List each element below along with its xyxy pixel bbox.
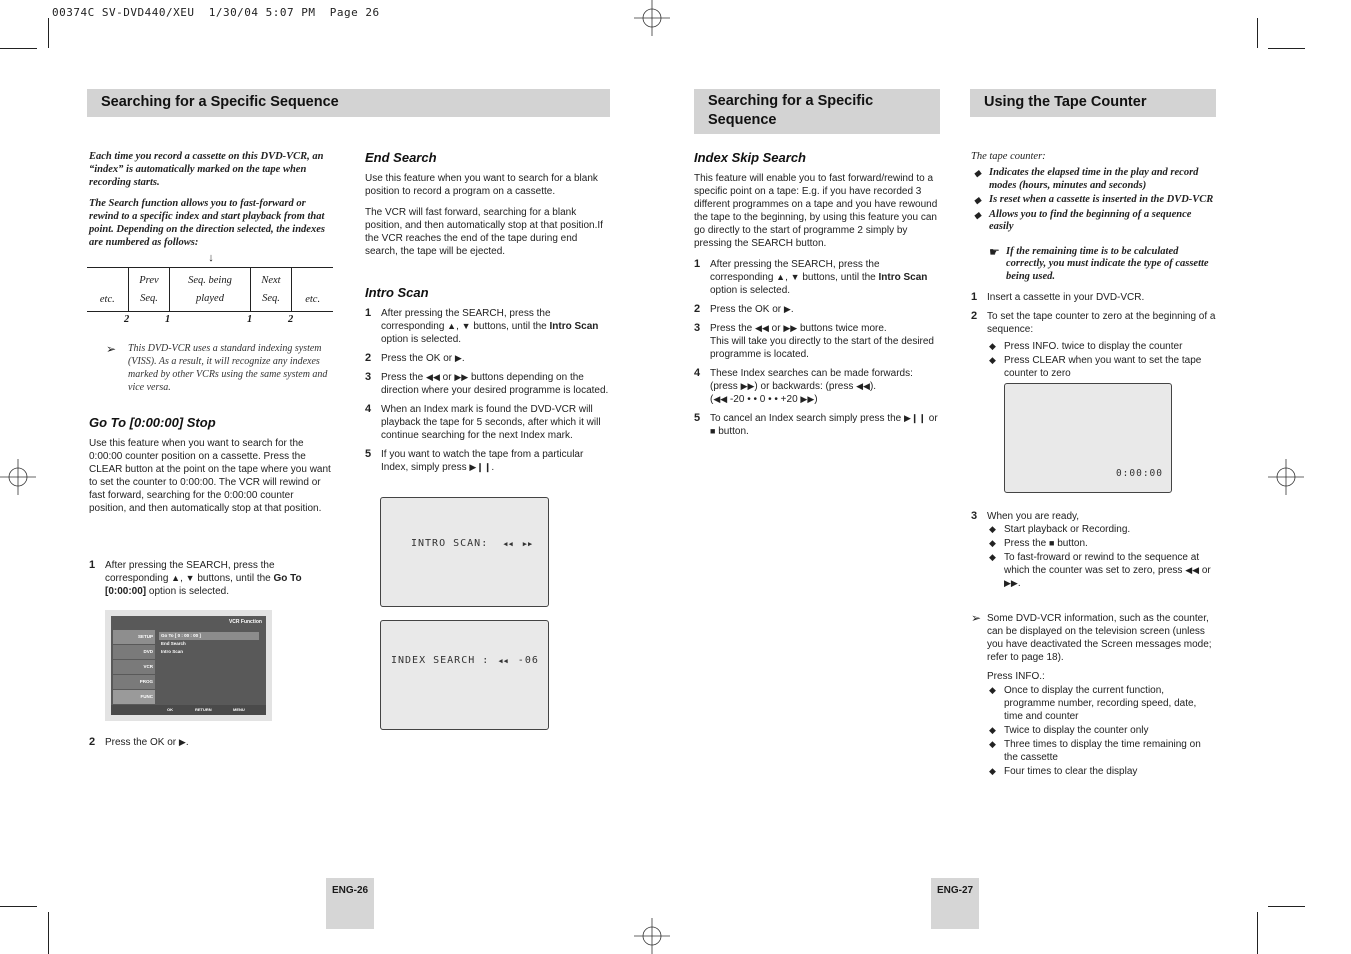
diamond-bullet-icon: ◆ [989,355,996,365]
bullet-text: Press INFO. twice to display the counter [1004,341,1183,352]
vcr-function-menu [105,610,272,721]
step-text-part: After pressing the SEARCH, press the corresponding [710,259,880,283]
index-number: 1 [247,314,253,325]
diamond-bullet-icon: ◆ [989,685,996,695]
registration-mark-icon [634,0,670,36]
print-slug: 00374C SV-DVD440/XEU 1/30/04 5:07 PM Page 26 [52,6,380,19]
crop-mark [1268,48,1305,49]
bullet-text: Indicates the elapsed time in the play and record modes (hours, minutes and seconds) [989,167,1199,191]
step-text-part: button. [718,426,749,437]
menu-item: End Search [161,641,186,646]
step-text: To set the tape counter to zero at the beginning of a sequence: [987,311,1216,335]
step-text-part: option is selected. [381,334,462,345]
screen-text: INDEX SEARCH : [391,655,490,666]
step-text: After pressing the SEARCH, press the corresponding ▲, ▼ buttons, until the Intro Scan option is selected. [381,308,599,345]
subsection-title: End Search [365,150,437,165]
body-text: Use this feature when you want to search for a blank position to record a program on a cassette. [365,173,598,197]
tape-counter-step-3 [971,510,1217,591]
play-pause-icon: ▶❙❙ [904,413,927,423]
left-column [89,150,333,251]
up-arrow-icon: ▲ [776,272,786,282]
bullet-text-part: To fast-froward or rewind to the sequence at which the counter was set to zero, press [1004,552,1200,576]
seq-cell: Next Seq. [250,268,292,312]
tape-counter-note [971,612,1217,779]
crop-mark [48,912,49,954]
step-text-part: This will take you directly to the start of the desired programme is located. [710,336,934,360]
note-arrow-icon: ➢ [971,611,982,625]
screen-text: INTRO SCAN: [411,538,489,549]
crop-mark [48,18,49,48]
diamond-bullet-icon: ◆ [974,209,981,220]
section-header: Using the Tape Counter [970,89,1216,117]
step-text-part: Press the OK or [710,304,782,315]
bullet-text: Allows you to find the beginning of a sequence easily [989,208,1192,232]
step-text-part: After pressing the SEARCH, press the corresponding [381,308,551,332]
step-text-part: (press [710,381,738,392]
pointing-hand-icon: ☛ [989,244,1000,259]
crop-mark [1257,912,1258,954]
step-text-part: Press the [710,323,753,334]
index-search-screen [380,620,549,730]
rewind-icon: ◀◀ [1185,565,1200,575]
seq-cell: etc. [305,294,321,305]
menu-side-item: SETUP [113,630,155,644]
bullet-text: Three times to display the time remaining on the cassette [1004,739,1201,763]
step-text-part: These Index searches can be made forwards: [710,368,913,379]
end-search-section [365,151,610,266]
step-number: 1 [694,258,701,270]
index-value: +20 [780,394,798,405]
index-number: 2 [124,314,130,325]
section-header: Searching for a Specific Sequence [694,89,940,134]
menu-side-item: FUNC [113,690,155,704]
page-number: ENG-26 [326,878,374,929]
bullet-text: Is reset when a cassette is inserted in the DVD-VCR [989,194,1214,205]
step-text-part: ). [869,381,877,392]
step-number: 2 [971,310,978,322]
index-skip-section [694,151,938,444]
menu-item: Intro Scan [161,649,184,654]
step-number: 4 [694,367,701,379]
step-text-part: buttons, until the [802,272,876,283]
step-number: 5 [365,448,372,460]
page-number: ENG-27 [931,878,979,929]
intro-paragraph: The Search function allows you to fast-forward or rewind to a specific index and start playback from that point. Depending on the direction selected, the indexes are numbered as follows: [89,198,325,248]
play-pause-icon: ▶❙❙ [469,462,492,472]
diamond-bullet-icon: ◆ [989,524,996,534]
bullet-text: To fast-froward or rewind to the sequence at which the counter was set to zero, press ◀◀ or ▶▶. [1004,552,1211,589]
stop-icon: ■ [1049,538,1055,548]
intro-paragraph: Each time you record a cassette on this DVD-VCR, an “index” is automatically marked on the tape when recording starts. [89,151,324,188]
index-number: 1 [165,314,171,325]
seq-cell: Prev Seq. [128,268,170,312]
index-value: -20 [729,394,745,405]
step-number: 4 [365,403,372,415]
step-text: These Index searches can be made forwards: (press ▶▶) or backwards: (press ◀◀). (◀◀ -20 • • 0 • • +20 ▶▶) [710,368,913,405]
up-arrow-icon: ▲ [171,573,181,583]
step-number: 2 [365,352,372,364]
diamond-bullet-icon: ◆ [974,195,981,205]
rewind-icon: ◀◀ [426,372,440,382]
note [106,342,332,394]
registration-mark-icon [0,459,36,495]
step-text: Press the OK or ▶. [381,353,465,364]
step-text-part: or [442,372,452,383]
up-arrow-icon: ▲ [447,321,457,331]
step-text-part: buttons, until the [197,573,271,584]
down-arrow-icon: ▼ [790,272,800,282]
step-number: 2 [694,303,701,315]
seq-cell: Seq. being played [188,274,232,304]
diamond-bullet-icon: ◆ [989,538,996,548]
step-text-part: or [771,323,781,334]
lead-text: The tape counter: [971,151,1046,162]
seq-cell: etc. [99,294,115,305]
section-header: Searching for a Specific Sequence [87,89,610,117]
stop-icon: ■ [710,426,716,436]
down-arrow-icon: ▼ [461,321,471,331]
step-number: 3 [971,510,978,522]
intro-scan-section [365,286,610,480]
subsection-title: Go To [0:00:00] Stop [89,415,216,430]
step-text-part: buttons, until the [473,321,547,332]
step-text-part: buttons depending on the direction where your desired programme is located. [381,372,609,396]
right-arrow-icon: ▶ [178,737,186,747]
crop-mark [1268,906,1305,907]
step-text: Press the OK or ▶. [710,304,794,315]
fast-forward-icon: ▶▶ [454,372,469,382]
step-text-part: Press the OK or [105,737,177,748]
step-number: 2 [89,736,96,748]
fast-forward-icon: ▶▶ [800,394,815,404]
index-number: 2 [288,314,294,325]
rewind-icon: ◀◀ [856,381,870,391]
body-text: This feature will enable you to fast forward/rewind to a specific point on a tape: E.g. if you have recorded 3 different programmes on a tape and you have rewound the tape to the beginning, by using this feature you can go directly to the start of programme 2 simply by pressing the SEARCH button. [694,173,938,249]
fast-forward-icon: ▶▶ [1004,578,1018,588]
registration-mark-icon [634,918,670,954]
body-text: Use this feature when you want to search for the 0:00:00 counter position on a cassette. Press the CLEAR button at the point on the tape where you want to set the counter to 0:00:00. The VCR will rewind or fast forward, searching for the 0:00:00 counter position, and then automatically stop at that position. [89,438,331,514]
step-text: Press the OK or ▶. [105,737,189,748]
option-name: Intro Scan [549,321,599,332]
crop-mark [1257,18,1258,48]
down-arrow-icon: ▼ [185,573,195,583]
rewind-icon: ◀◀ [713,394,728,404]
note-text: This DVD-VCR uses a standard indexing system (VISS). As a result, it will recognize any indexes marked by other VCRs using the same system and vice versa. [128,343,328,393]
diamond-bullet-icon: ◆ [989,552,996,562]
bullet-text: Twice to display the counter only [1004,725,1149,736]
step-text: When an Index mark is found the DVD-VCR will playback the tape for 5 seconds, after which it will continue searching for the next Index mark. [381,404,601,441]
step-number: 5 [694,412,701,424]
note-arrow-icon: ➢ [106,342,117,356]
right-arrow-icon: ▶ [783,304,791,314]
step-number: 3 [694,322,701,334]
step-text-part: To cancel an Index search simply press the [710,413,902,424]
step-text: After pressing the SEARCH, press the corresponding ▲, ▼ buttons, until the Go To [0:00:00] option is selected. [105,560,302,597]
sequence-table [87,267,333,312]
bullet-text: Once to display the current function, programme number, recording speed, date, time and counter [1004,685,1197,722]
bullet-text [1004,537,1217,550]
menu-side-item: PROG [113,675,155,689]
menu-title: VCR Function [228,619,262,625]
goto-step-1 [89,559,333,604]
diamond-bullet-icon: ◆ [989,739,996,749]
step-text-part: ) or backwards: (press [754,381,854,392]
menu-item-selected: Go To [ 0 : 00 : 00 ] [159,632,259,640]
bullet-text-part: Press the [1004,538,1047,549]
fast-forward-icon: ▶▶ [740,381,755,391]
menu-side-item: DVD [113,645,155,659]
option-name: Intro Scan [878,272,928,283]
registration-mark-icon [1268,459,1304,495]
diamond-bullet-icon: ◆ [989,725,996,735]
index-diagram [87,252,333,326]
step-text-part: If you want to watch the tape from a particular Index, simply press [381,449,584,473]
goto-section [89,416,333,523]
menu-side-item: VCR [113,660,155,674]
menu-footer-item: OK [167,707,173,712]
fast-forward-icon: ▶▶ [522,540,534,548]
step-text: After pressing the SEARCH, press the corresponding ▲, ▼ buttons, until the Intro Scan option is selected. [710,259,928,296]
option-name: Go To [0:00:00] [105,573,302,597]
diamond-bullet-icon: ◆ [989,341,996,351]
step-text-part: or [928,413,938,424]
down-arrow-icon: ↓ [208,252,214,264]
screen-value: -06 [517,655,539,666]
menu-footer-item: RETURN [195,707,212,712]
crop-mark [0,906,37,907]
step-text: If you want to watch the tape from a particular Index, simply press ▶❙❙. [381,449,584,473]
step-text [710,412,938,438]
step-number: 1 [89,559,96,571]
step-text: Insert a cassette in your DVD-VCR. [987,292,1145,303]
step-text-part: option is selected. [710,285,791,296]
step-text-part: option is selected. [148,586,229,597]
counter-value: 0:00:00 [1115,468,1163,479]
note-text: Some DVD-VCR information, such as the counter, can be displayed on the television screen (unless you have deactivated the Screen messages mode; refer to page 18). [987,613,1212,663]
bullet-text: Four times to clear the display [1004,766,1138,777]
body-text: The VCR will fast forward, searching for a blank position, and then automatically stop at that position.If the VCR reaches the end of the tape during end search, the tape will be ejected. [365,207,603,257]
bullet-text: Start playback or Recording. [1004,524,1131,535]
fast-forward-icon: ▶▶ [783,323,798,333]
right-arrow-icon: ▶ [454,353,462,363]
tape-counter-section [971,150,1217,381]
step-text-part: After pressing the SEARCH, press the corresponding [105,560,275,584]
step-text [381,371,610,397]
rewind-icon: ◀◀ [503,540,514,548]
diamond-bullet-icon: ◆ [989,766,996,776]
bullet-text-part: or [1201,565,1211,576]
step-text-part: buttons twice more. [799,323,887,334]
bullet-text: Press CLEAR when you want to set the tape counter to zero [1004,355,1202,379]
diamond-bullet-icon: ◆ [974,168,981,178]
rewind-icon: ◀◀ [498,657,509,665]
bullet-text-part: button. [1057,538,1088,549]
step-text-part: Press the [381,372,424,383]
rewind-icon: ◀◀ [755,323,769,333]
hint-text: If the remaining time is to be calculated correctly, you must indicate the type of cassette being used. [1006,245,1209,282]
step-number: 1 [365,307,372,319]
intro-scan-screen [380,497,549,607]
step-text: When you are ready, [987,511,1080,522]
crop-mark [0,48,37,49]
step-number: 3 [365,371,372,383]
tape-counter-screen [1004,383,1172,493]
menu-footer-item: MENU [233,707,245,712]
goto-step-2 [89,736,333,755]
step-text [710,322,938,361]
step-number: 1 [971,291,978,303]
subsection-title: Index Skip Search [694,150,806,165]
info-lead: Press INFO.: [987,671,1045,682]
subsection-title: Intro Scan [365,285,429,300]
step-text-part: Press the OK or [381,353,453,364]
index-value: 0 [759,394,766,405]
